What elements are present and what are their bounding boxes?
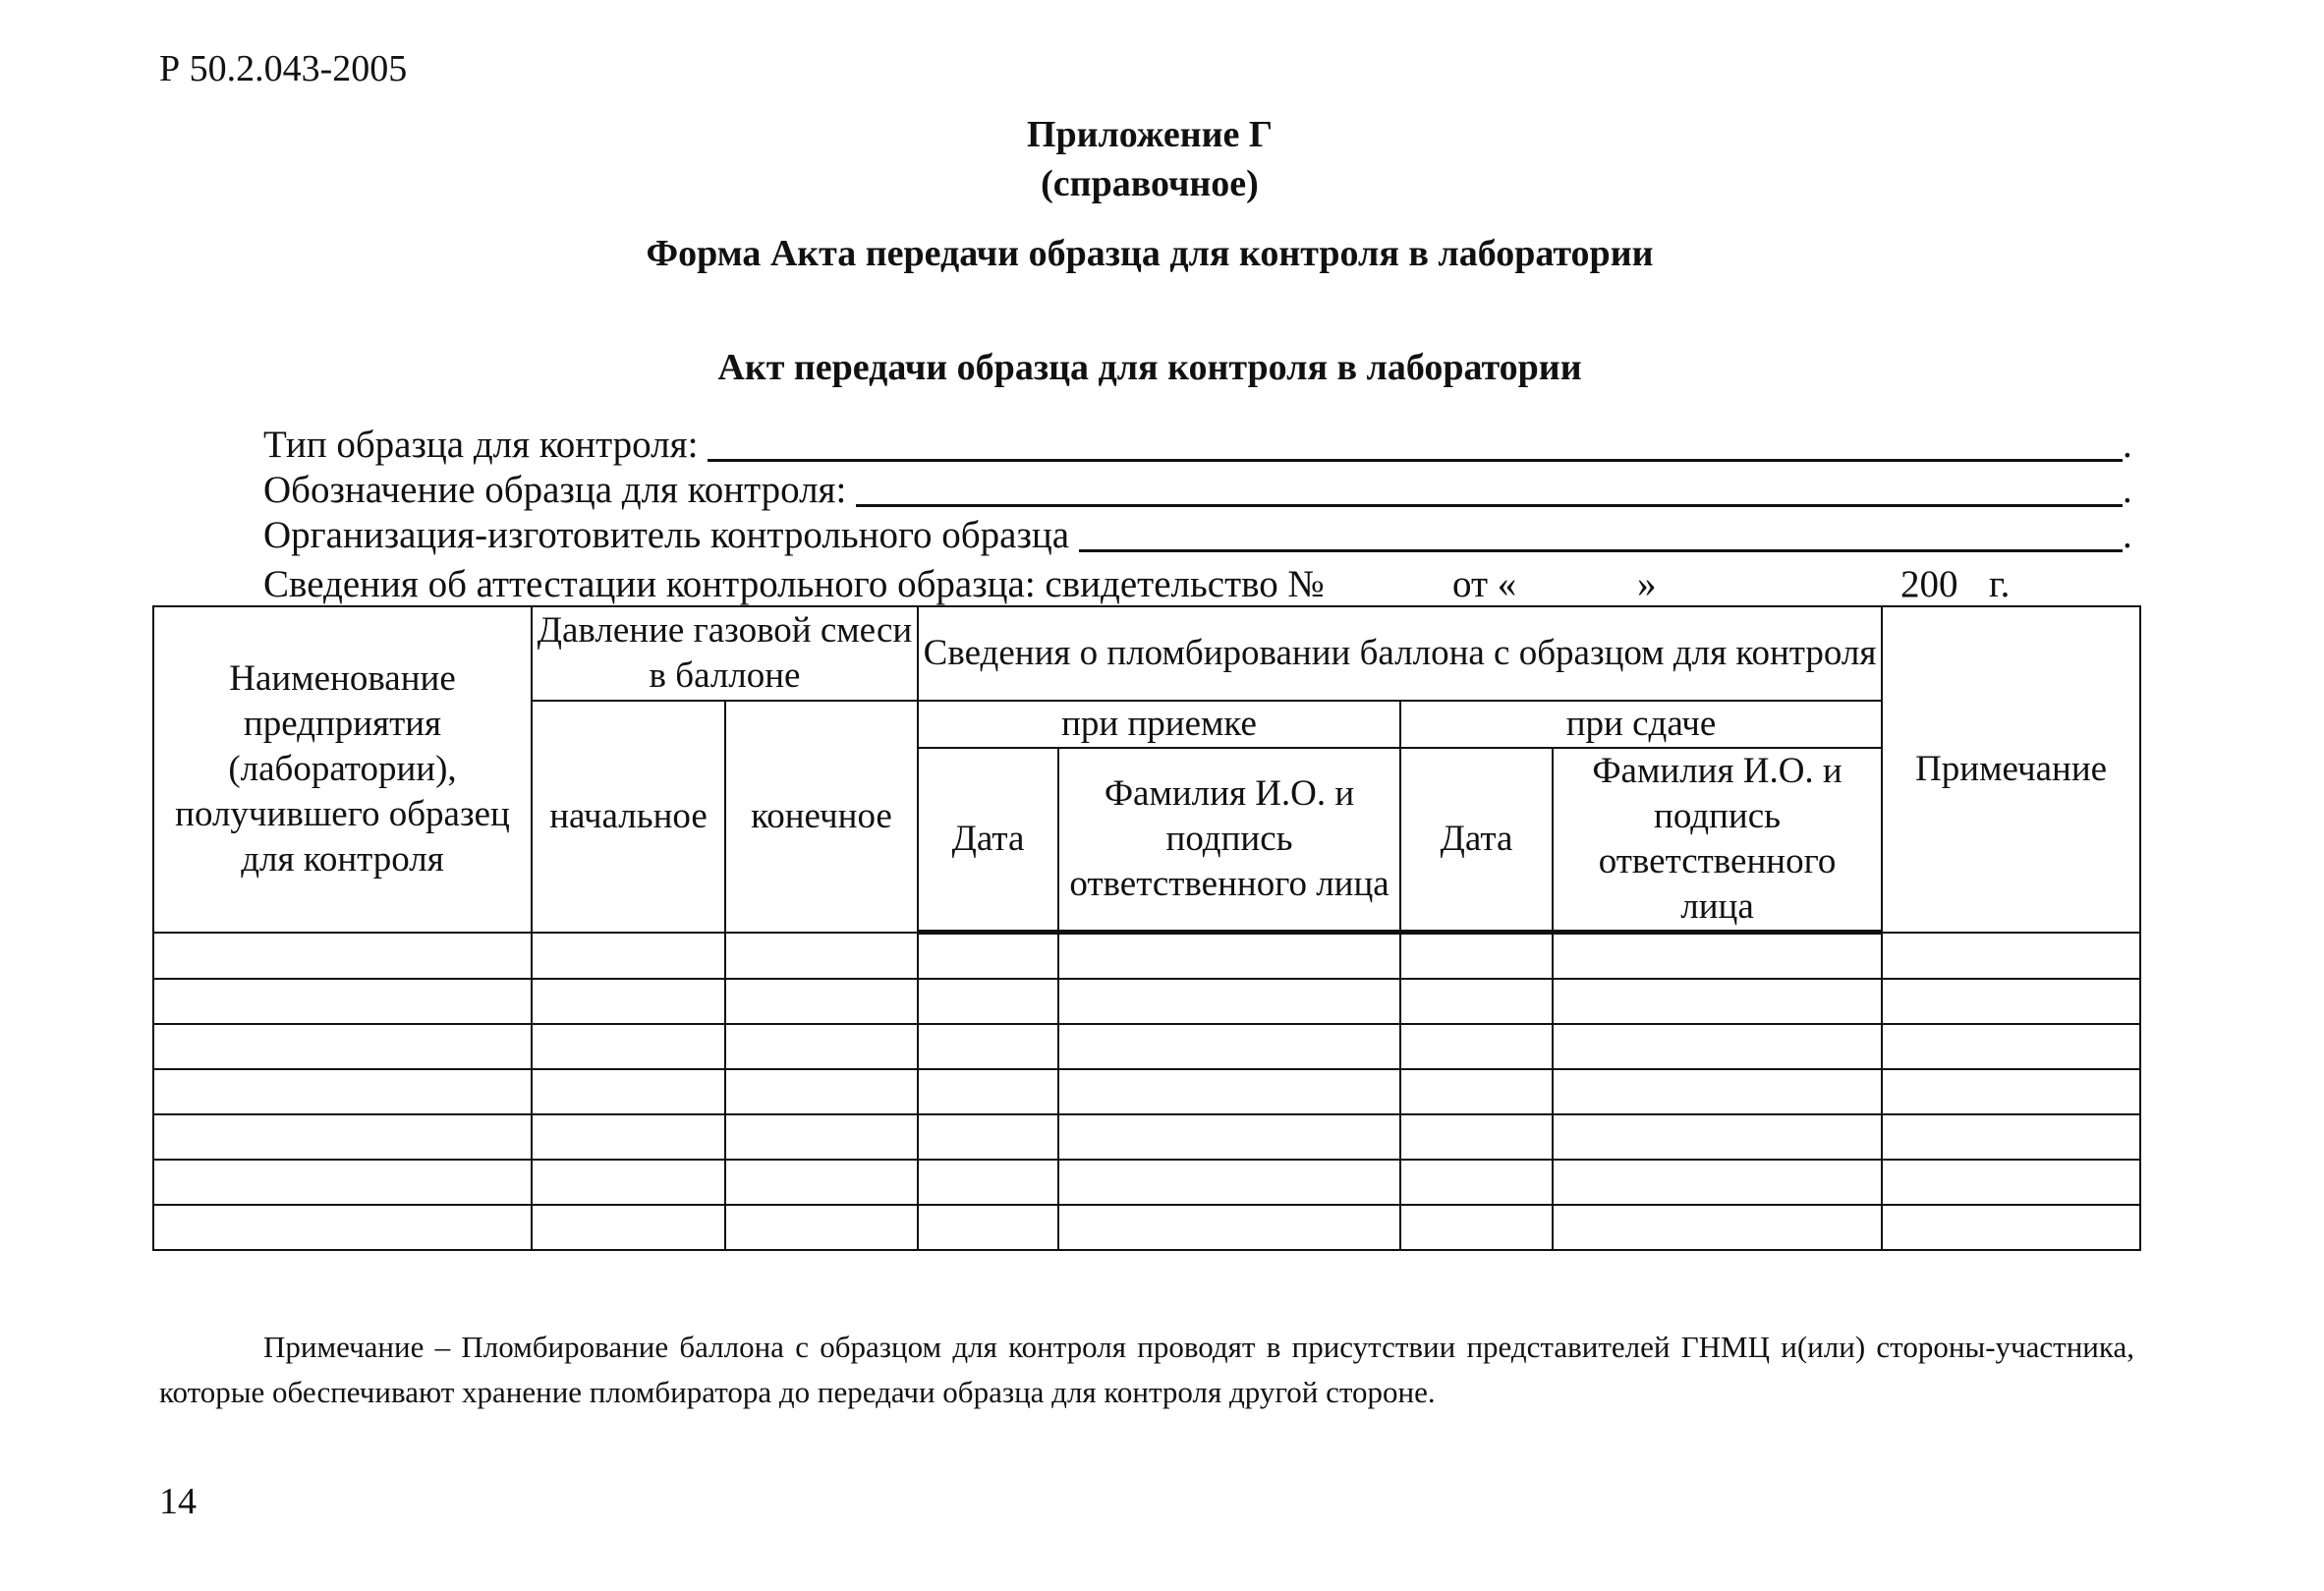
fill-line[interactable] [708, 424, 2123, 462]
col-note-header: Примечание [1882, 606, 2140, 933]
table-cell[interactable] [153, 1114, 532, 1160]
table-cell[interactable] [1400, 1160, 1553, 1205]
form-title: Форма Акта передачи образца для контроля в лаборатории [646, 233, 1654, 274]
col-name-handover-header: Фамилия И.О. и подпись ответственного лица [1553, 748, 1882, 933]
table-cell[interactable] [1882, 1069, 2140, 1114]
table-cell[interactable] [153, 933, 532, 980]
table-cell[interactable] [1553, 1160, 1882, 1205]
table-row [153, 979, 2140, 1024]
field-end: . [2123, 469, 2132, 511]
table-cell[interactable] [1553, 979, 1882, 1024]
table-cell[interactable] [1553, 933, 1882, 980]
col-org-header: Наименование предприятия (лаборатории), получившего образец для контроля [153, 606, 532, 933]
table-cell[interactable] [1058, 1114, 1400, 1160]
table-cell[interactable] [725, 1024, 918, 1069]
table-cell[interactable] [1882, 1024, 2140, 1069]
table-cell[interactable] [1058, 933, 1400, 980]
table-cell[interactable] [153, 1024, 532, 1069]
fill-line[interactable] [1079, 514, 2123, 552]
table-cell[interactable] [918, 1205, 1058, 1250]
col-pressure-header: Давление газовой смеси в баллоне [532, 606, 918, 701]
table-cell[interactable] [1400, 1069, 1553, 1114]
table-cell[interactable] [918, 933, 1058, 980]
table-row [153, 933, 2140, 980]
certificate-from: от « [1452, 563, 1517, 605]
col-date-receipt-header: Дата [918, 748, 1058, 933]
table-cell[interactable] [153, 1069, 532, 1114]
document-code: Р 50.2.043-2005 [159, 48, 408, 89]
table-cell[interactable] [153, 1160, 532, 1205]
table-cell[interactable] [725, 933, 918, 980]
table-cell[interactable] [725, 1069, 918, 1114]
table-cell[interactable] [1058, 1160, 1400, 1205]
act-table [152, 605, 2141, 1251]
col-initial-header: начальное [532, 701, 725, 933]
col-name-receipt-header: Фамилия И.О. и подпись ответственного лица [1058, 748, 1400, 933]
certificate-year: 200 [1900, 563, 1958, 605]
appendix-heading [0, 110, 2299, 208]
table-row [153, 1160, 2140, 1205]
table-cell[interactable] [1882, 1114, 2140, 1160]
table-cell[interactable] [918, 979, 1058, 1024]
table-cell[interactable] [725, 1160, 918, 1205]
field-end: . [2123, 424, 2132, 466]
table-row [153, 1024, 2140, 1069]
certificate-label: Сведения об аттестации контрольного образца: свидетельство № [263, 563, 1325, 605]
table-cell[interactable] [532, 933, 725, 980]
table-cell[interactable] [918, 1160, 1058, 1205]
table-cell[interactable] [1553, 1114, 1882, 1160]
table-cell[interactable] [1400, 933, 1553, 980]
col-final-header: конечное [725, 701, 918, 933]
table-cell[interactable] [1058, 1024, 1400, 1069]
col-on-handover-header: при сдаче [1400, 701, 1882, 748]
table-cell[interactable] [1553, 1024, 1882, 1069]
table-row [153, 1114, 2140, 1160]
field-sample-type [263, 423, 2132, 468]
table-cell[interactable] [918, 1024, 1058, 1069]
footnote: Примечание – Пломбирование баллона с образцом для контроля проводят в присутствии представителей ГНМЦ и(или) стороны-участника, которые обеспечивают хранение пломбиратора до передачи образца для контроля другой стороне. [159, 1330, 2134, 1409]
table-cell[interactable] [1400, 979, 1553, 1024]
fill-line[interactable] [856, 469, 2123, 507]
col-sealing-header: Сведения о пломбировании баллона с образцом для контроля [918, 606, 1882, 701]
table-cell[interactable] [918, 1069, 1058, 1114]
table-cell[interactable] [1058, 1069, 1400, 1114]
page-number: 14 [159, 1481, 197, 1522]
table-cell[interactable] [1058, 979, 1400, 1024]
field-sample-designation [263, 468, 2132, 513]
appendix-title: Приложение Г [1026, 114, 1274, 155]
field-label: Организация-изготовитель контрольного образца [263, 514, 1070, 556]
table-cell[interactable] [1882, 933, 2140, 980]
table-cell[interactable] [532, 1114, 725, 1160]
appendix-kind: (справочное) [1041, 163, 1259, 204]
table-cell[interactable] [1553, 1069, 1882, 1114]
table-cell[interactable] [918, 1114, 1058, 1160]
table-cell[interactable] [532, 979, 725, 1024]
col-date-handover-header: Дата [1400, 748, 1553, 933]
table-cell[interactable] [1400, 1024, 1553, 1069]
certificate-close-quote: » [1637, 563, 1657, 605]
table-cell[interactable] [1058, 1205, 1400, 1250]
table-cell[interactable] [532, 1024, 725, 1069]
table-cell[interactable] [725, 1114, 918, 1160]
table-cell[interactable] [725, 1205, 918, 1250]
table-cell[interactable] [532, 1205, 725, 1250]
table-row [153, 1205, 2140, 1250]
field-label: Обозначение образца для контроля: [263, 469, 847, 511]
table-cell[interactable] [1882, 979, 2140, 1024]
field-end: . [2123, 514, 2132, 556]
certificate-year-suffix: г. [1989, 563, 2011, 605]
table-row [153, 1069, 2140, 1114]
table-cell[interactable] [153, 979, 532, 1024]
table-cell[interactable] [153, 1205, 532, 1250]
table-cell[interactable] [1882, 1160, 2140, 1205]
field-label: Тип образца для контроля: [263, 424, 699, 466]
table-cell[interactable] [532, 1069, 725, 1114]
table-cell[interactable] [1400, 1114, 1553, 1160]
certificate-row [263, 562, 2130, 607]
table-cell[interactable] [1553, 1205, 1882, 1250]
table-cell[interactable] [725, 979, 918, 1024]
col-on-receipt-header: при приемке [918, 701, 1400, 748]
table-cell[interactable] [1400, 1205, 1553, 1250]
table-cell[interactable] [532, 1160, 725, 1205]
table-cell[interactable] [1882, 1205, 2140, 1250]
act-title: Акт передачи образца для контроля в лаборатории [717, 347, 1582, 388]
field-manufacturer [263, 513, 2132, 558]
